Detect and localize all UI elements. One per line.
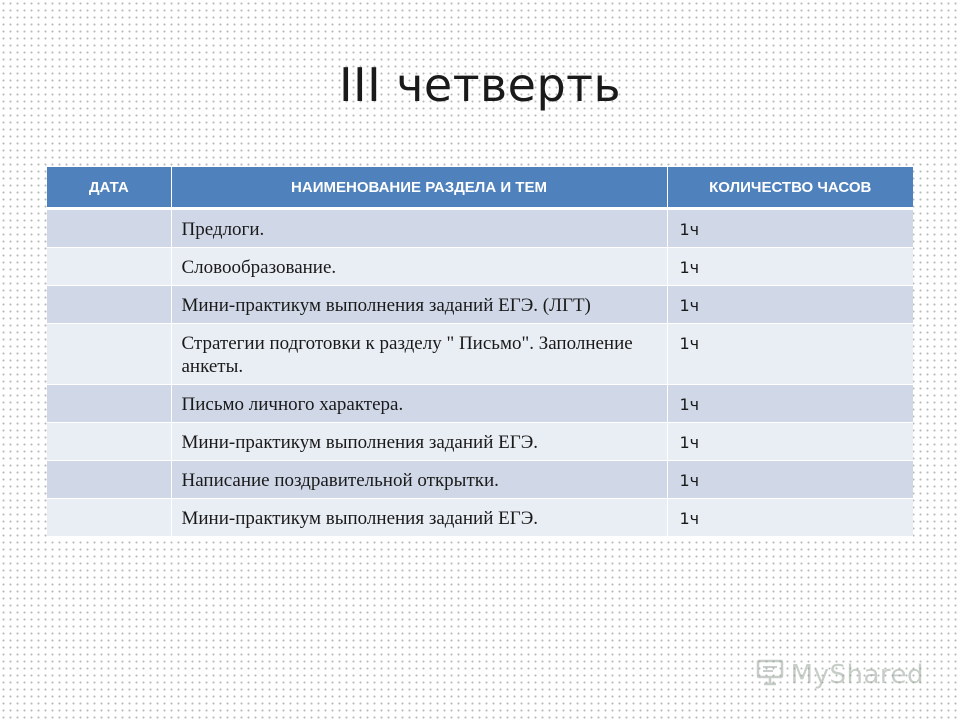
topic-cell: Мини-практикум выполнения заданий ЕГЭ. (ЛГТ): [171, 286, 667, 324]
table-row: [47, 248, 913, 286]
hours-cell: 1ч: [667, 499, 913, 537]
hours-cell: 1ч: [667, 248, 913, 286]
topic-cell: Письмо личного характера.: [171, 385, 667, 423]
date-cell: [47, 248, 171, 286]
hours-cell: 1ч: [667, 209, 913, 248]
topic-cell: Предлоги.: [171, 209, 667, 248]
logo-text: MyShared: [790, 659, 924, 690]
date-cell: [47, 324, 171, 385]
date-cell: [47, 423, 171, 461]
table-row: [47, 209, 913, 248]
hours-cell: 1ч: [667, 423, 913, 461]
hours-cell: 1ч: [667, 385, 913, 423]
table-row: [47, 324, 913, 385]
table-row: [47, 461, 913, 499]
date-cell: [47, 385, 171, 423]
topic-cell: Стратегии подготовки к разделу " Письмо". Заполнение анкеты.: [171, 324, 667, 385]
hours-cell: 1ч: [667, 324, 913, 385]
table-row: [47, 423, 913, 461]
schedule-table: [47, 167, 913, 537]
topic-cell: Словообразование.: [171, 248, 667, 286]
table-header-row: [47, 167, 913, 209]
date-cell: [47, 461, 171, 499]
table-row: [47, 499, 913, 537]
hours-cell: 1ч: [667, 461, 913, 499]
date-cell: [47, 286, 171, 324]
table-row: [47, 385, 913, 423]
date-cell: [47, 499, 171, 537]
topic-cell: Написание поздравительной открытки.: [171, 461, 667, 499]
slide-title: III четверть: [338, 58, 622, 112]
myshared-logo: [755, 657, 924, 692]
presentation-board-icon: [755, 657, 785, 692]
table-row: [47, 286, 913, 324]
date-cell: [47, 209, 171, 248]
topic-cell: Мини-практикум выполнения заданий ЕГЭ.: [171, 423, 667, 461]
header-topic: НАИМЕНОВАНИЕ РАЗДЕЛА И ТЕМ: [171, 167, 667, 209]
header-hours: КОЛИЧЕСТВО ЧАСОВ: [667, 167, 913, 209]
header-date: ДАТА: [47, 167, 171, 209]
topic-cell: Мини-практикум выполнения заданий ЕГЭ.: [171, 499, 667, 537]
hours-cell: 1ч: [667, 286, 913, 324]
